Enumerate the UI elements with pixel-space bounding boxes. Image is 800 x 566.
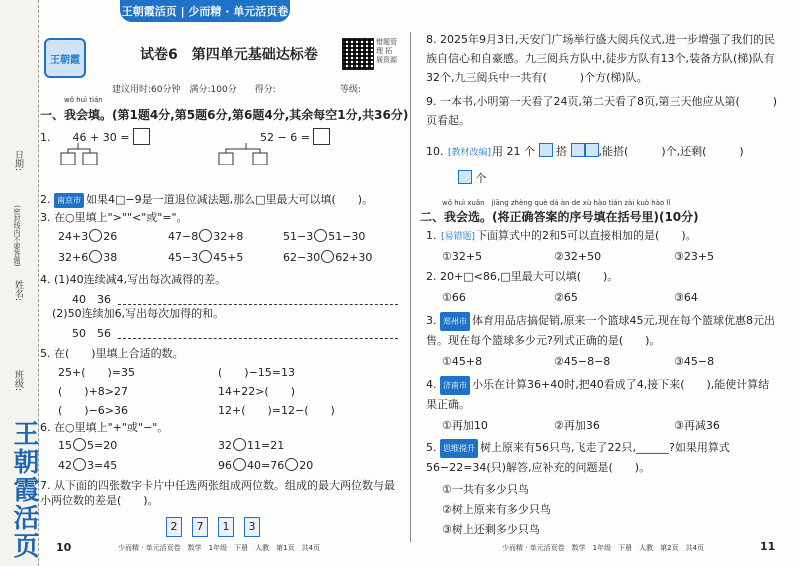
q3-row: 32+6 38 45−3 45+5 62−30 62+30 (58, 251, 373, 264)
q7: 7. 从下面的四张数字卡片中任选两张组成两位数。组成的最大两位数与最小两位数的差是( )。 (40, 479, 395, 507)
top-brand-bar: 王朝霞活页 | 少而精 · 单元活页卷 (120, 0, 290, 22)
answer-line[interactable] (118, 304, 398, 305)
number-cards (166, 515, 270, 537)
option[interactable]: ③23+5 (674, 250, 715, 263)
r-q2: 2. 20+□<86,□里最大可以填( )。 (426, 270, 619, 283)
r-q4-options (442, 418, 742, 433)
answer-box (133, 128, 150, 145)
option[interactable]: ②再加36 (554, 419, 600, 432)
option[interactable]: ①32+5 (442, 250, 483, 263)
binding-note: (密封线内不要答题) (13, 205, 21, 267)
qr-caption: 错题管理 拓展资源 (376, 38, 397, 64)
option[interactable]: ①45+8 (442, 355, 483, 368)
option[interactable]: ①66 (442, 291, 466, 304)
binding-name-label: 姓名: (13, 280, 23, 302)
q8: 8. 2025年9月3日,天安门广场举行盛大阅兵仪式,进一步增强了我们的民族自信心和自豪感。九三阅兵方队中,徒步方队有13个,装备方队(梯)队有32个,九三阅兵中一共有( )个方(梯)队。 (426, 33, 775, 84)
q5-title: 5. 在( )里填上合适的数。 (40, 347, 184, 360)
q3-title: 3. 在○里填上">""<"或"="。 (40, 211, 188, 224)
q5-item: 14+22>( ) (218, 385, 296, 398)
q4-b: (2)50连续加6,写出每次加得的和。 (52, 307, 225, 320)
column-divider (410, 32, 411, 542)
qr-code-icon[interactable] (342, 38, 374, 70)
logo: 王朝霞 (44, 38, 86, 78)
brand-name: 王朝霞活页 (121, 5, 177, 18)
binding-brand: 王朝霞活页 (9, 420, 39, 560)
answer-line[interactable] (118, 338, 398, 339)
q4-b-start: 50 56 (72, 327, 111, 340)
option[interactable]: ①一共有多少只鸟 (442, 483, 529, 496)
section-1-title: 一、我会填。(第1题4分,第5题6分,第6题4分,其余每空1分,共36分) (40, 108, 409, 122)
cube-icon (585, 143, 599, 157)
page-title: 试卷6 第四单元基础达标卷 (140, 47, 318, 63)
cube-icon (458, 170, 472, 184)
left-footer: 少而精 · 单元活页卷 数学 1年级 下册 人教 第1页 共4页 (118, 544, 321, 552)
number-card[interactable]: 2 (166, 517, 182, 537)
binding-date-label: 日期: (13, 150, 23, 172)
number-card[interactable]: 1 (218, 517, 234, 537)
split-diagram (58, 143, 118, 165)
q4-a-start: 40 36 (72, 293, 111, 306)
q10: 10. [教材改编]用 21 个 搭 ,能搭( )个,还剩( ) (426, 145, 744, 158)
r-q1-options (442, 249, 742, 264)
q5-item: ( )−15=13 (218, 366, 296, 379)
q5-item: 25+( )=35 (58, 366, 136, 379)
split-diagram (216, 143, 276, 165)
q9: 9. 一本书,小明第一天看了24页,第二天看了8页,第三天他应从第( )页看起。 (426, 95, 778, 127)
answer-box (313, 128, 330, 145)
q1-a: 1. 46 + 30 = (40, 128, 150, 145)
grade-label: 等级: (340, 85, 362, 95)
option[interactable]: ②45−8−8 (554, 355, 611, 368)
r-q1: 1. [易错题]下面算式中的2和5可以直接相加的是( )。 (426, 229, 697, 242)
option[interactable]: ③树上还剩多少只鸟 (442, 523, 540, 536)
option[interactable]: ③64 (674, 291, 698, 304)
cube-icon (571, 143, 585, 157)
q5-item: ( )−6>36 (58, 404, 129, 417)
exam-meta: 建议用时:60分钟 满分:100分 得分: (112, 85, 276, 95)
q1-b: 52 − 6 = (260, 128, 330, 145)
q6-item: 15 5=20 (58, 439, 118, 452)
option[interactable]: ①再加10 (442, 419, 488, 432)
q2: 2. 南京市 如果4□−9是一道退位减法题,那么□里最大可以填( )。 (40, 193, 374, 206)
q6-item: 42 3=45 (58, 459, 118, 472)
option[interactable]: ②65 (554, 291, 578, 304)
right-page-number: 11 (760, 540, 776, 553)
q6-title: 6. 在○里填上"+"或"−"。 (40, 421, 169, 434)
number-card[interactable]: 3 (244, 517, 260, 537)
q6-item: 32 11=21 (218, 439, 285, 452)
r-q5: 5. 思维提升 树上原来有56只鸟,飞走了22只,______?如果用算式56−22=34(只)解答,应补充的问题是( )。 (426, 441, 730, 474)
q5-item: ( )+8>27 (58, 385, 129, 398)
series-name: 少而精 · 单元活页卷 (188, 5, 289, 18)
q5-item: 12+( )=12−( ) (218, 404, 335, 417)
s2-pinyin: wǒ huì xuǎn jiāng zhèng què dá àn de xù hào tián zài kuò hào lǐ (442, 199, 671, 207)
option[interactable]: ③45−8 (674, 355, 715, 368)
q4-a: 4. (1)40连续减4,写出每次减得的差。 (40, 273, 227, 286)
number-card[interactable]: 7 (192, 517, 208, 537)
q6-item: 96 40=76 20 (218, 459, 314, 472)
option[interactable]: ②树上原来有多少只鸟 (442, 503, 551, 516)
q3-row: 24+3 26 47−8 32+8 51−3 51−30 (58, 230, 366, 243)
q10-tail: 个 (458, 170, 487, 186)
r-q3: 3. 郑州市 体育用品店搞促销,原来一个篮球45元,现在每个篮球优惠8元出售。现在每个篮球多少元?列式正确的是( )。 (426, 314, 775, 347)
section-2-title: 二、我会选。(将正确答案的序号填在括号里)(10分) (420, 210, 699, 224)
r-q3-options (442, 354, 742, 369)
binding-class-label: 班级: (13, 370, 23, 392)
s1-pinyin: wǒ huì tián (64, 96, 103, 104)
r-q4: 4. 济南市 小乐在计算36+40时,把40看成了4,接下来( ),能使计算结果正确。 (426, 378, 770, 411)
left-page-number: 10 (56, 541, 72, 554)
right-footer: 少而精 · 单元活页卷 数学 1年级 下册 人教 第2页 共4页 (502, 544, 705, 552)
option[interactable]: ②32+50 (554, 250, 602, 263)
r-q2-options (442, 290, 742, 305)
cube-icon (539, 143, 553, 157)
option[interactable]: ③再减36 (674, 419, 720, 432)
